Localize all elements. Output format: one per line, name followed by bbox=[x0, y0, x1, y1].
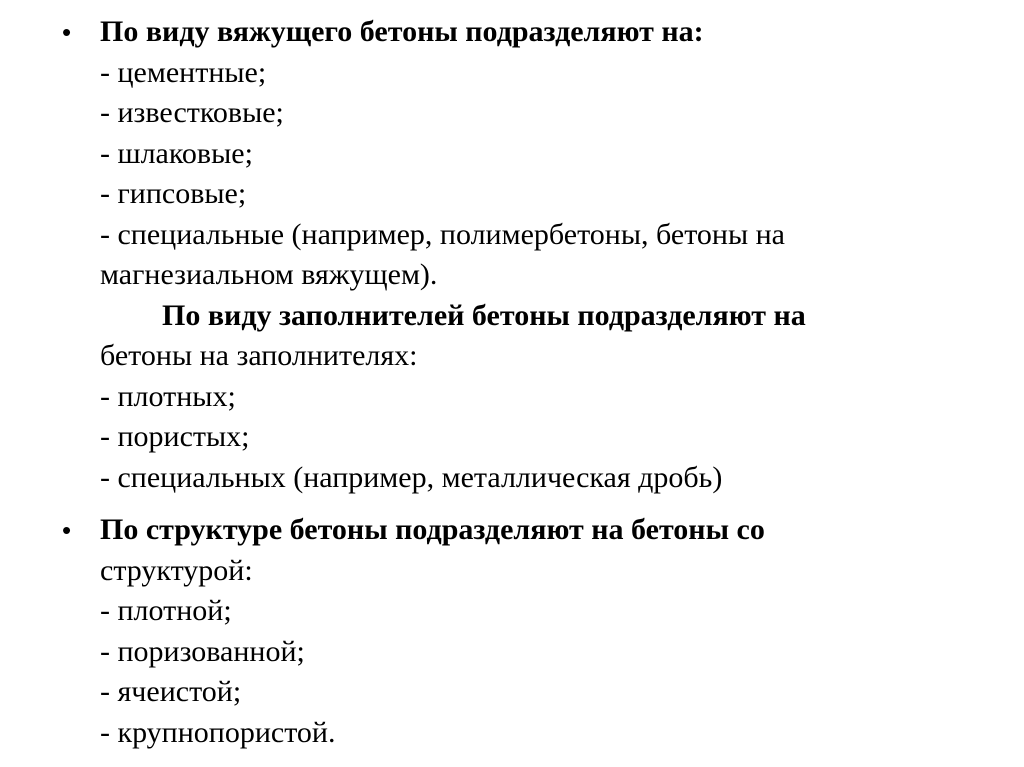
list-item: - известковые; bbox=[100, 96, 284, 129]
subheading-continuation: бетоны на заполнителях: bbox=[100, 339, 418, 372]
list-item: - специальных (например, металлическая дробь) bbox=[100, 460, 723, 494]
list-item: - гипсовые; bbox=[100, 177, 247, 210]
bullet-binder-types bbox=[62, 12, 1000, 498]
subheading: По виду заполнителей бетоны подразделяют на bbox=[162, 298, 806, 332]
list-item: - поризованной; bbox=[100, 634, 305, 668]
bullet-heading: По структуре бетоны подразделяют на бетоны со bbox=[100, 513, 765, 546]
bullet-marker: • bbox=[62, 515, 72, 545]
list-item: - цементные; bbox=[100, 55, 267, 89]
list-item: - плотных; bbox=[100, 379, 236, 413]
list-item: - крупнопористой. bbox=[100, 715, 336, 749]
bullet-marker: • bbox=[62, 17, 72, 47]
list-item: - специальные (например, полимербетоны, бетоны на bbox=[100, 217, 785, 251]
list-item: - плотной; bbox=[100, 594, 232, 627]
bullet-heading: По виду вяжущего бетоны подразделяют на: bbox=[100, 15, 704, 48]
list-item: магнезиальном вяжущем). bbox=[100, 258, 438, 291]
list-item: - шлаковые; bbox=[100, 136, 253, 170]
list-item: - ячеистой; bbox=[100, 675, 242, 708]
heading-continuation: структурой: bbox=[100, 553, 253, 587]
bullet-structure-types bbox=[62, 510, 1000, 753]
list-item: - пористых; bbox=[100, 420, 250, 453]
